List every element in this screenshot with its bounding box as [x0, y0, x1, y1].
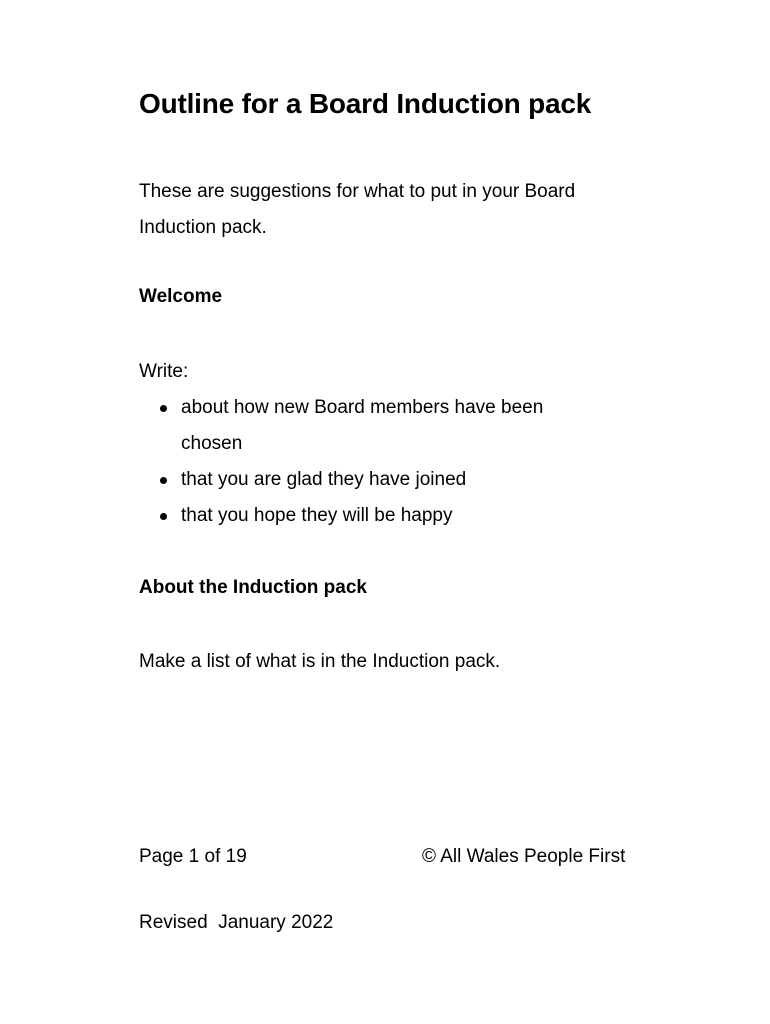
- revision-date: Revised January 2022: [139, 912, 334, 933]
- page-number: Page 1 of 19: [139, 846, 247, 867]
- list-item-text: that you are glad they have joined: [181, 469, 467, 490]
- list-item: [139, 498, 609, 534]
- list-item: [139, 390, 609, 462]
- intro-paragraph: These are suggestions for what to put in your Board Induction pack.: [139, 181, 576, 238]
- list-item-text: about how new Board members have been chosen: [181, 397, 544, 454]
- write-label: Write:: [139, 361, 189, 382]
- section-heading-welcome: Welcome: [139, 286, 223, 307]
- copyright-notice: © All Wales People First: [422, 846, 626, 867]
- make-list-paragraph: Make a list of what is in the Induction pack.: [139, 651, 501, 672]
- section-heading-about-induction-pack: About the Induction pack: [139, 577, 367, 598]
- bullet-icon: [160, 405, 167, 412]
- bullet-icon: [160, 513, 167, 520]
- welcome-bullet-list: [139, 390, 609, 534]
- list-item-text: that you hope they will be happy: [181, 505, 453, 526]
- page-title: Outline for a Board Induction pack: [139, 88, 592, 119]
- list-item: [139, 462, 609, 498]
- bullet-icon: [160, 477, 167, 484]
